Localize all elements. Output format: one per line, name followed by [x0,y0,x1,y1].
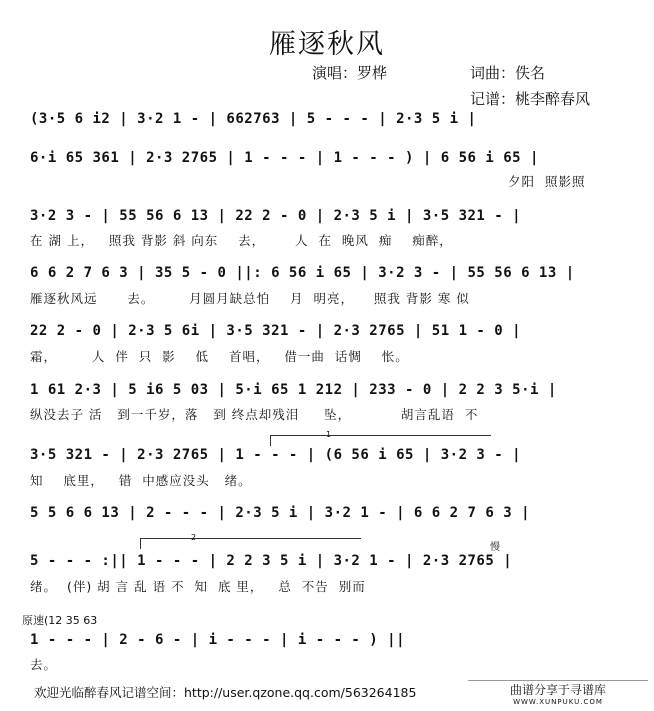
volta-label: 1 [326,430,332,439]
lyric-line-3: 在 湖 上， 照我 背影 斜 向东 去， 人 在 晚风 痴 痴醉， [30,233,453,248]
staff-line-7 [30,442,618,468]
staff-line-3 [30,203,618,229]
notation-line: 1 61 2·3 | 5 i6 5 03 | 5·i 65 1 212 | 233 - 0 | 2 2 3 5·i | [30,382,557,398]
notation-line: 22 2 - 0 | 2·3 5 6i | 3·5 321 - | 2·3 2765 | 51 1 - 0 | [30,323,522,339]
notation-line: 6·i 65 361 | 2·3 2765 | 1 - - - | 1 - - - ) | 6 56 i 65 | [30,150,539,166]
site-brand[interactable] [468,680,648,709]
lyric-line-10: 去。 [30,657,58,672]
tempo-mark-slow: 慢 [490,542,500,553]
transcriber-credit: 记谱：桃李醉春风 [470,90,591,108]
brand-url: WWW.XUNPUKU.COM [513,698,603,706]
notation-line: 3·5 321 - | 2·3 2765 | 1 - - - | (6 56 i 65 | 3·2 3 - | [30,447,522,463]
notation-line: 1 - - - | 2 - 6 - | i - - - | i - - - ) || [30,632,406,648]
staff-line-2 [30,145,618,171]
lyric-line-6: 纵没去子 活 到一千岁，落 到 终点却残泪 坠， 胡言乱语 不 [30,407,479,422]
lyric-line-2: 夕阳 照影照 [508,174,586,189]
lyric-line-5: 霜， 人 伴 只 影 低 首唱， 借一曲 话惆 怅。 [30,349,409,364]
volta-label: 2 [191,533,197,542]
footer-link-text[interactable]: 欢迎光临醉春风记谱空间：http://user.qzone.qq.com/563264185 [34,685,417,700]
composer-credit: 词曲：佚名 [470,64,546,82]
singer-credit: 演唱：罗桦 [312,64,388,82]
staff-line-5 [30,318,618,344]
tempo-mark-original: 原速(12 35 63 [22,614,98,627]
staff-line-4 [30,260,618,286]
staff-line-8 [30,500,618,526]
page-title: 雁逐秋风 [269,29,385,60]
lyric-line-9: 绪。 (伴) 胡 言 乱 语 不 知 底 里， 总 不告 别而 [30,579,366,594]
staff-line-10 [30,627,618,653]
staff-line-6 [30,377,618,403]
notation-line: 3·2 3 - | 55 56 6 13 | 22 2 - 0 | 2·3 5 i | 3·5 321 - | [30,208,522,224]
lyric-line-4: 雁逐秋风远 去。 月圆月缺总怕 月 明亮， 照我 背影 寒 似 [30,291,470,306]
staff-line-9 [30,548,618,574]
notation-line: 5 - - - :|| 1 - - - | 2 2 3 5 i | 3·2 1 - | 2·3 2765 | [30,553,513,569]
notation-line: 6 6 2 7 6 3 | 35 5 - 0 ||: 6 56 i 65 | 3·2 3 - | 55 56 6 13 | [30,265,575,281]
notation-line: 5 5 6 6 13 | 2 - - - | 2·3 5 i | 3·2 1 - | 6 6 2 7 6 3 | [30,505,531,521]
lyric-line-7: 知 底里， 错 中感应没头 绪。 [30,473,252,488]
staff-line-1 [30,106,618,132]
brand-label: 曲谱分享于寻谱库 [509,683,606,697]
notation-line: (3·5 6 i2 | 3·2 1 - | 662763 | 5 - - - | 2·3 5 i | [30,111,477,127]
